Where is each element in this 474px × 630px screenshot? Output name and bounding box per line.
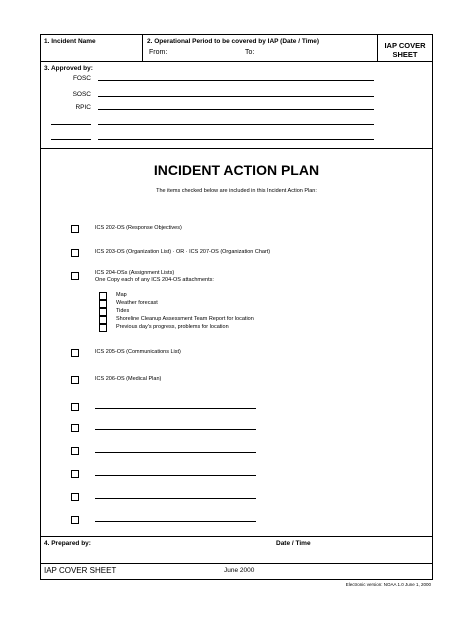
header-bottom-rule: [40, 61, 433, 62]
attachment-label-weather: Weather forecast: [116, 300, 158, 306]
form-date: June 2000: [224, 567, 255, 574]
extra-role-line-2[interactable]: [51, 139, 91, 140]
prepared-bottom-rule: [40, 563, 433, 564]
item-checkbox-ics205[interactable]: [71, 349, 79, 357]
attachment-checkbox-map[interactable]: [99, 292, 107, 300]
blank-item-line-2[interactable]: [95, 429, 256, 430]
item-checkbox-ics204[interactable]: [71, 272, 79, 280]
item-label-ics206: ICS 206-OS (Medical Plan): [95, 376, 162, 382]
cover-title-line1: IAP COVER: [384, 41, 426, 50]
extra-signature-line-1[interactable]: [98, 124, 374, 125]
blank-item-checkbox-2[interactable]: [71, 424, 79, 432]
cover-title-line2: SHEET: [392, 50, 418, 59]
blank-item-line-4[interactable]: [95, 475, 256, 476]
plan-subtitle: The items checked below are included in this Incident Action Plan:: [156, 188, 317, 194]
approved-bottom-rule: [40, 148, 433, 149]
item-label-ics202: ICS 202-OS (Response Objectives): [95, 225, 182, 231]
blank-item-checkbox-6[interactable]: [71, 516, 79, 524]
sheet-name: IAP COVER SHEET: [44, 566, 117, 575]
to-label: To:: [245, 49, 255, 56]
item-checkbox-ics206[interactable]: [71, 376, 79, 384]
attachment-checkbox-progress[interactable]: [99, 324, 107, 332]
attachment-label-scat-report: Shoreline Cleanup Assessment Team Report for location: [116, 316, 254, 322]
blank-item-checkbox-4[interactable]: [71, 470, 79, 478]
frame-right-border: [432, 34, 433, 580]
from-label: From:: [149, 49, 168, 56]
operational-period-label: 2. Operational Period to be covered by IAP (Date / Time): [147, 38, 320, 45]
item-label-ics204: ICS 204-OSs (Assignment Lists): [95, 270, 175, 276]
extra-role-line-1[interactable]: [51, 124, 91, 125]
sosc-signature-line[interactable]: [98, 96, 374, 97]
approver-role-sosc: SOSC: [72, 91, 91, 98]
frame-bottom-border: [40, 579, 433, 580]
attachment-checkbox-weather[interactable]: [99, 300, 107, 308]
frame-left-border: [40, 34, 41, 580]
prepared-by-label: 4. Prepared by:: [44, 540, 91, 547]
blank-item-line-3[interactable]: [95, 452, 256, 453]
item-label-ics205: ICS 205-OS (Communications List): [95, 349, 181, 355]
extra-signature-line-2[interactable]: [98, 139, 374, 140]
incident-name-label: 1. Incident Name: [44, 38, 96, 45]
blank-item-checkbox-5[interactable]: [71, 493, 79, 501]
blank-item-line-6[interactable]: [95, 521, 256, 522]
blank-item-line-1[interactable]: [95, 408, 256, 409]
date-time-label: Date / Time: [276, 540, 311, 547]
fosc-signature-line[interactable]: [98, 80, 374, 81]
attachment-label-map: Map: [116, 292, 127, 298]
blank-item-checkbox-3[interactable]: [71, 447, 79, 455]
attachment-checkbox-scat-report[interactable]: [99, 316, 107, 324]
rpic-signature-line[interactable]: [98, 109, 374, 110]
blank-item-checkbox-1[interactable]: [71, 403, 79, 411]
header-divider-1: [142, 34, 143, 61]
frame-top-border: [40, 34, 433, 35]
prepared-top-rule: [40, 536, 433, 537]
assignment-attachments-note: One Copy each of any ICS 204-OS attachments:: [95, 277, 214, 283]
plan-title: INCIDENT ACTION PLAN: [153, 162, 320, 178]
approver-role-fosc: FOSC: [72, 75, 91, 82]
attachment-label-tides: Tides: [116, 308, 130, 314]
electronic-version: Electronic version: NOAA 1.0 June 1, 2000: [345, 582, 431, 587]
attachment-label-progress: Previous day's progress, problems for location: [116, 324, 229, 330]
blank-item-line-5[interactable]: [95, 498, 256, 499]
item-label-ics203-207: ICS 203-OS (Organization List) · OR · ICS 207-OS (Organization Chart): [95, 249, 271, 255]
item-checkbox-ics202[interactable]: [71, 225, 79, 233]
item-checkbox-ics203-207[interactable]: [71, 249, 79, 257]
approver-role-rpic: RPIC: [75, 104, 91, 111]
attachment-checkbox-tides[interactable]: [99, 308, 107, 316]
approved-by-label: 3. Approved by:: [44, 65, 93, 72]
